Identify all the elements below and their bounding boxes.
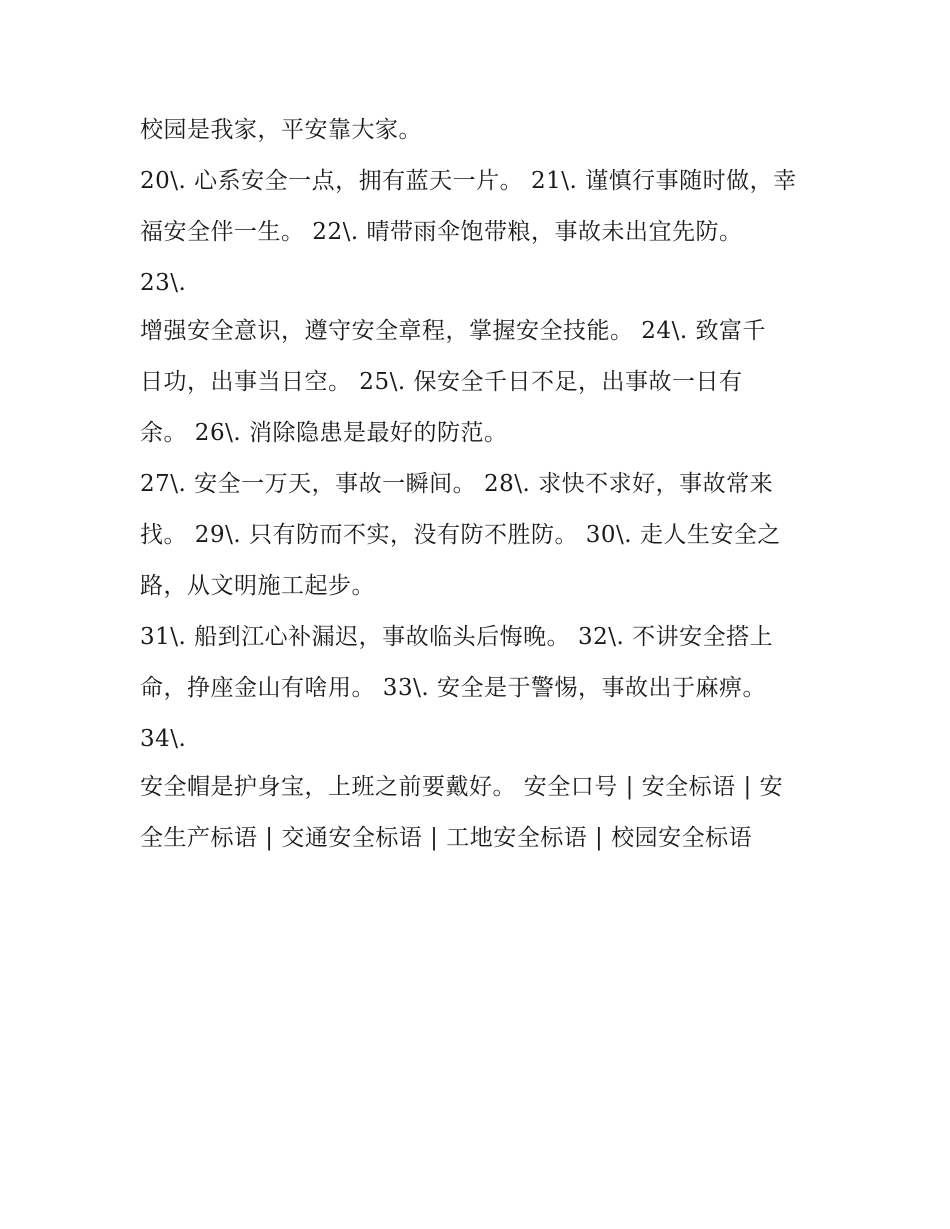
- text-line-7: 余。 26\. 消除隐患是最好的防范。: [140, 420, 508, 446]
- text-line-11: 31\. 船到江心补漏迟，事故临头后悔晚。 32\. 不讲安全搭上: [140, 624, 774, 650]
- text-line-9: 找。 29\. 只有防而不实，没有防不胜防。 30\. 走人生安全之: [140, 522, 781, 548]
- text-line-12: 命，挣座金山有啥用。 33\. 安全是于警惕，事故出于麻痹。: [140, 675, 766, 701]
- text-line-10: 路，从文明施工起步。: [140, 573, 375, 599]
- text-line-13: 34\.: [140, 726, 187, 752]
- text-line-3: 福安全伴一生。 22\. 晴带雨伞饱带粮，事故未出宜先防。: [140, 219, 743, 245]
- text-line-4: 23\.: [140, 270, 187, 296]
- text-line-5: 增强安全意识，遵守安全章程，掌握安全技能。 24\. 致富千: [140, 318, 766, 344]
- text-line-8: 27\. 安全一万天，事故一瞬间。 28\. 求快不求好，事故常来: [140, 471, 774, 497]
- text-line-14: 安全帽是护身宝，上班之前要戴好。 安全口号 | 安全标语 | 安: [140, 774, 784, 800]
- slogan-text-body: [140, 110, 820, 869]
- text-line-1: 校园是我家，平安靠大家。: [140, 117, 422, 143]
- text-line-2: 20\. 心系安全一点，拥有蓝天一片。 21\. 谨慎行事随时做，幸: [140, 168, 797, 194]
- text-line-6: 日功，出事当日空。 25\. 保安全千日不足，出事故一日有: [140, 369, 743, 395]
- text-line-15: 全生产标语 | 交通安全标语 | 工地安全标语 | 校园安全标语: [140, 825, 753, 851]
